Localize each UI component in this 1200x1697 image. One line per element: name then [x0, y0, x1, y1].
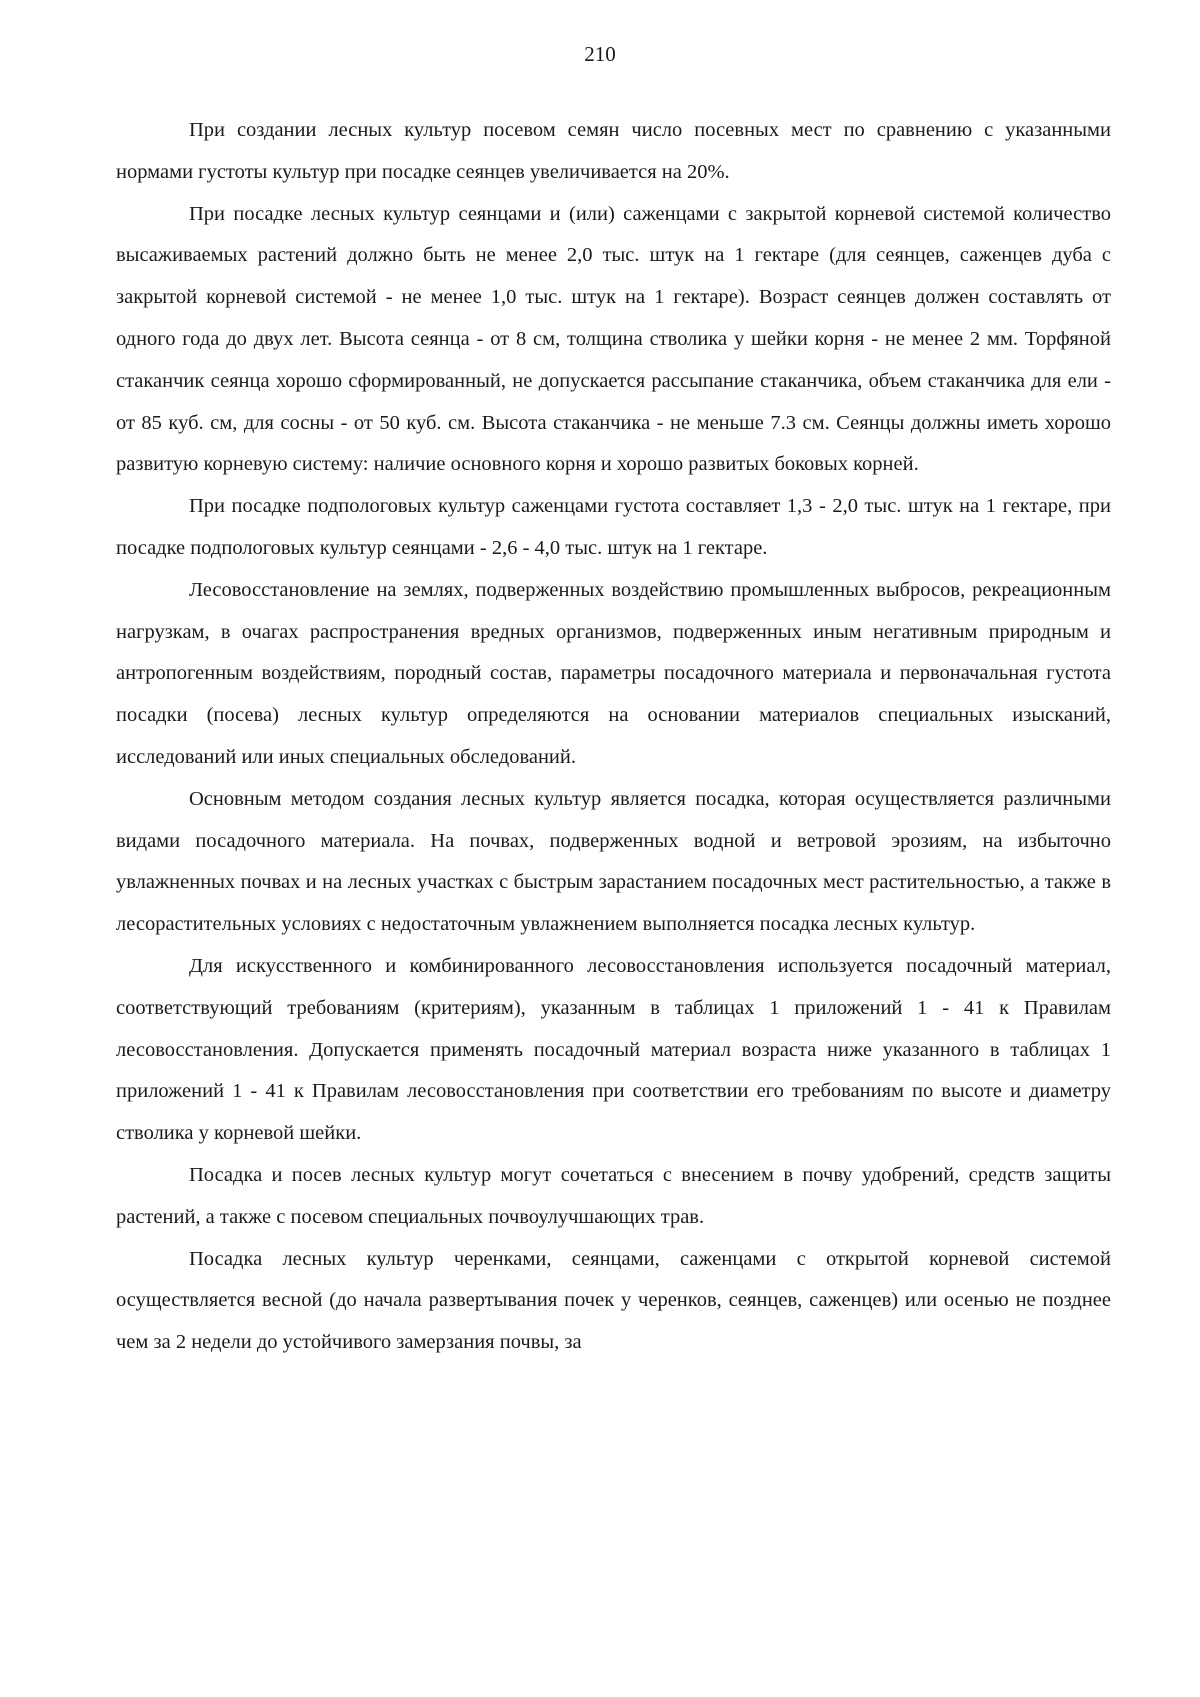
paragraph-planting-material: Для искусственного и комбинированного лесовосстановления используется посадочный материал, соответствующий требованиям (критериям), указанным в таблицах 1 приложений 1 - 41 к Правилам лесовосстановления. Допускается применять посадочный материал возраста ниже указанного в таблицах 1 приложений 1 - 41 к Правилам лесовосстановления при соответствии его требованиям по высоте и диаметру стволика у корневой шейки. [116, 954, 1111, 1145]
document-body [116, 110, 1111, 1364]
page-number: 210 [584, 42, 616, 66]
paragraph-under-canopy-cultures: При посадке подпологовых культур саженцами густота составляет 1,3 - 2,0 тыс. штук на 1 гектаре, при посадке подпологовых культур сеянцами - 2,6 - 4,0 тыс. штук на 1 гектаре. [116, 495, 1111, 559]
paragraph-sowing-seeds: При создании лесных культур посевом семян число посевных мест по сравнению с указанными нормами густоты культур при посадке сеянцев увеличивается на 20%. [116, 119, 1111, 183]
paragraph-affected-lands: Лесовосстановление на землях, подверженных воздействию промышленных выбросов, рекреационным нагрузкам, в очагах распространения вредных организмов, подверженных иным негативным природным и антропогенным воздействиям, породный состав, параметры посадочного материала и первоначальная густота посадки (посева) лесных культур определяются на основании материалов специальных изысканий, исследований или иных специальных обследований. [116, 578, 1111, 768]
paragraph-closed-root-seedlings: При посадке лесных культур сеянцами и (или) саженцами с закрытой корневой системой количество высаживаемых растений должно быть не менее 2,0 тыс. штук на 1 гектаре (для сеянцев, саженцев дуба с закрытой корневой системой - не менее 1,0 тыс. штук на 1 гектаре). Возраст сеянцев должен составлять от одного года до двух лет. Высота сеянца - от 8 см, толщина стволика у шейки корня - не менее 2 мм. Торфяной стаканчик сеянца хорошо сформированный, не допускается рассыпание стаканчика, объем стаканчика для ели - от 85 куб. см, для сосны - от 50 куб. см. Высота стаканчика - не меньше 7.3 см. Сеянцы должны иметь хорошо развитую корневую систему: наличие основного корня и хорошо развитых боковых корней. [116, 202, 1111, 476]
paragraph-planting-season: Посадка лесных культур черенками, сеянцами, саженцами с открытой корневой системой осуществляется весной (до начала развертывания почек у черенков, сеянцев, саженцев) или осенью не позднее чем за 2 недели до устойчивого замерзания почвы, за [116, 1247, 1111, 1354]
paragraph-main-method: Основным методом создания лесных культур является посадка, которая осуществляется различными видами посадочного материала. На почвах, подверженных водной и ветровой эрозиям, на избыточно увлажненных почвах и на лесных участках с быстрым зарастанием посадочных мест растительностью, а также в лесорастительных условиях с недостаточным увлажнением выполняется посадка лесных культур. [116, 787, 1111, 936]
paragraph-fertilizers: Посадка и посев лесных культур могут сочетаться с внесением в почву удобрений, средств защиты растений, а также с посевом специальных почвоулучшающих трав. [116, 1163, 1111, 1228]
